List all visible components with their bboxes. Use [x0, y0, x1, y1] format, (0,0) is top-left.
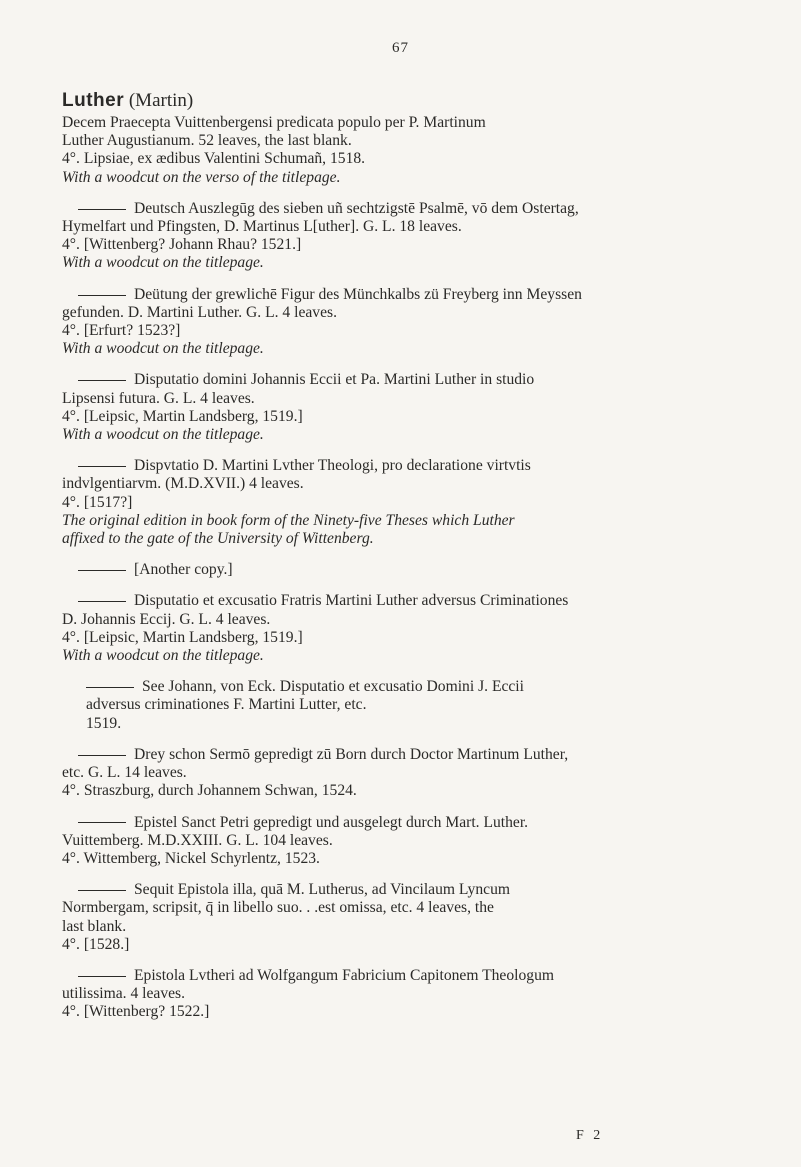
entry-line — [62, 286, 742, 304]
catalogue-entry — [62, 967, 742, 1022]
entry-imprint: 4°. [Wittenberg? Johann Rhau? 1521.] — [62, 236, 302, 254]
entry-text: indvlgentiarvm. (M.D.XVII.) 4 leaves. — [62, 475, 304, 493]
entry-line — [62, 218, 742, 236]
entry-line — [62, 985, 742, 1003]
ditto-dash — [78, 295, 126, 296]
entry-line — [62, 114, 742, 132]
ditto-dash — [78, 466, 126, 467]
entry-note: With a woodcut on the titlepage. — [62, 426, 264, 444]
entries-list — [62, 114, 742, 1035]
entry-text: utilissima. 4 leaves. — [62, 985, 185, 1003]
entry-imprint: 4°. Straszburg, durch Johannem Schwan, 1524. — [62, 782, 357, 800]
entry-text: Disputatio et excusatio Fratris Martini Luther adversus Criminationes — [134, 592, 569, 610]
entry-text: gefunden. D. Martini Luther. G. L. 4 leaves. — [62, 303, 337, 321]
entry-text: 1519. — [86, 714, 122, 732]
entry-imprint: 4°. [1517?] — [62, 493, 133, 511]
entry-line — [62, 918, 742, 936]
entry-note: With a woodcut on the titlepage. — [62, 254, 264, 272]
entry-line — [62, 561, 742, 579]
entry-text: last blank. — [62, 917, 127, 935]
entry-line — [62, 592, 742, 610]
entry-text: etc. G. L. 14 leaves. — [62, 764, 187, 782]
entry-text: D. Johannis Eccij. G. L. 4 leaves. — [62, 610, 271, 628]
heading-given: (Martin) — [124, 90, 194, 111]
entry-text: Disputatio domini Johannis Eccii et Pa. Martini Luther in studio — [134, 371, 535, 389]
entry-text: Luther Augustianum. 52 leaves, the last blank. — [62, 132, 352, 150]
entry-line — [62, 457, 742, 475]
entry-line — [62, 899, 742, 917]
entry-line — [62, 746, 742, 764]
entry-line — [62, 371, 742, 389]
catalogue-entry — [62, 881, 742, 954]
entry-text: adversus criminationes F. Martini Lutter, etc. — [86, 696, 367, 714]
signature-mark: F 2 — [576, 1128, 604, 1143]
entry-line — [62, 475, 742, 493]
entry-line — [86, 678, 742, 696]
entry-note: The original edition in book form of the Ninety-five Theses which Luther — [62, 511, 515, 529]
heading-surname: Luther — [62, 90, 125, 111]
entry-imprint: 4°. [Wittenberg? 1522.] — [62, 1003, 210, 1021]
entry-line — [62, 611, 742, 629]
entry-text: Sequit Epistola illa, quā M. Lutherus, ad Vincilaum Lyncum — [134, 881, 511, 899]
catalogue-entry — [62, 457, 742, 548]
heading — [62, 90, 193, 112]
catalogue-entry — [62, 814, 742, 869]
entry-text: Epistel Sanct Petri gepredigt und ausgelegt durch Mart. Luther. — [134, 813, 529, 831]
entry-note: With a woodcut on the titlepage. — [62, 647, 264, 665]
entry-text: Vuittemberg. M.D.XXIII. G. L. 104 leaves. — [62, 831, 333, 849]
entry-text: See Johann, von Eck. Disputatio et excusatio Domini J. Eccii — [142, 678, 524, 696]
entry-text: Epistola Lvtheri ad Wolfgangum Fabricium Capitonem Theologum — [134, 966, 554, 984]
catalogue-entry — [62, 114, 742, 187]
ditto-dash — [78, 209, 126, 210]
entry-text: Hymelfart und Pfingsten, D. Martinus L[uther]. G. L. 18 leaves. — [62, 218, 462, 236]
catalogue-entry — [62, 561, 742, 579]
catalogue-entry — [62, 200, 742, 273]
entry-line — [86, 696, 742, 714]
ditto-dash — [78, 822, 126, 823]
catalogue-entry — [62, 371, 742, 444]
entry-line — [62, 764, 742, 782]
entry-text: Deutsch Auszlegūg des sieben uñ sechtzigstē Psalmē, vō dem Ostertag, — [134, 199, 579, 217]
entry-line — [62, 304, 742, 322]
entry-text: Normbergam, scripsit, q̄ in libello suo. . .est omissa, etc. 4 leaves, the — [62, 899, 494, 917]
entry-text: Deütung der grewlichē Figur des Münchkalbs zü Freyberg inn Meyssen — [134, 285, 582, 303]
entry-imprint: 4°. [Erfurt? 1523?] — [62, 322, 181, 340]
entry-text: Lipsensi futura. G. L. 4 leaves. — [62, 389, 255, 407]
ditto-dash — [86, 687, 134, 688]
entry-imprint: 4°. [Leipsic, Martin Landsberg, 1519.] — [62, 407, 303, 425]
entry-line — [62, 390, 742, 408]
catalogue-entry — [62, 592, 742, 665]
entry-line — [62, 200, 742, 218]
entry-text: [Another copy.] — [134, 561, 233, 579]
entry-imprint: 4°. Wittemberg, Nickel Schyrlentz, 1523. — [62, 849, 320, 867]
ditto-dash — [78, 890, 126, 891]
ditto-dash — [78, 755, 126, 756]
entry-line — [86, 715, 742, 733]
catalogue-entry — [62, 286, 742, 359]
ditto-dash — [78, 570, 126, 571]
entry-line — [62, 881, 742, 899]
entry-note: With a woodcut on the verso of the titlepage. — [62, 168, 341, 186]
entry-line — [62, 832, 742, 850]
catalogue-entry — [62, 746, 742, 801]
entry-text: Drey schon Sermō gepredigt zū Born durch Doctor Martinum Luther, — [134, 745, 569, 763]
entry-text: Dispvtatio D. Martini Lvther Theologi, pro declaratione virtvtis — [134, 457, 531, 475]
entry-imprint: 4°. [Leipsic, Martin Landsberg, 1519.] — [62, 628, 303, 646]
entry-note: With a woodcut on the titlepage. — [62, 340, 264, 358]
entry-text: Decem Praecepta Vuittenbergensi predicata populo per P. Martinum — [62, 114, 486, 131]
ditto-dash — [78, 601, 126, 602]
ditto-dash — [78, 380, 126, 381]
entry-line — [62, 814, 742, 832]
page-number: 67 — [392, 40, 409, 56]
ditto-dash — [78, 976, 126, 977]
entry-imprint: 4°. [1528.] — [62, 935, 130, 953]
entry-imprint: 4°. Lipsiae, ex ædibus Valentini Schumañ, 1518. — [62, 150, 366, 168]
catalogue-entry — [62, 678, 742, 733]
entry-line — [62, 967, 742, 985]
entry-line — [62, 132, 742, 150]
entry-note: affixed to the gate of the University of Wittenberg. — [62, 530, 374, 548]
